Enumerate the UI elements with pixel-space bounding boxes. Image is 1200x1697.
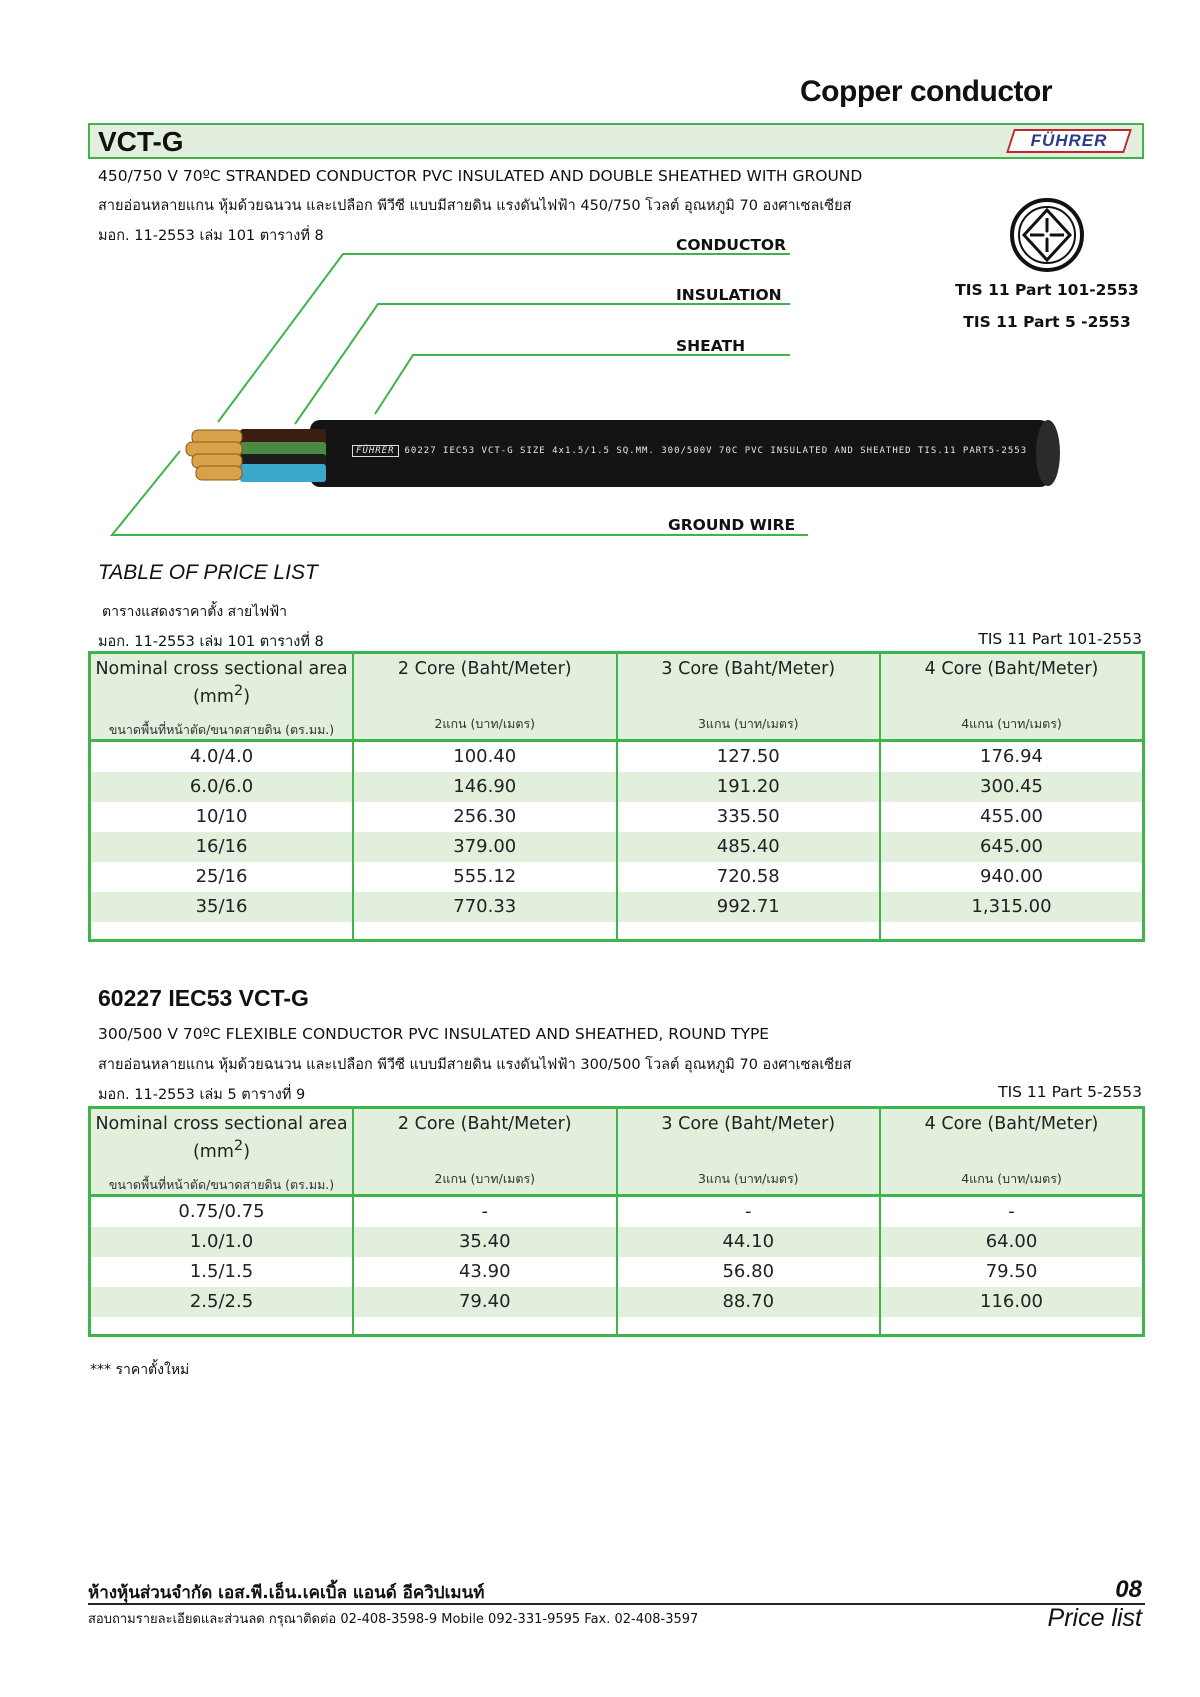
- cable-diagram: [100, 230, 1080, 540]
- price-table-60227-iec53: [88, 1106, 1145, 1337]
- cell-size: 10/10: [90, 802, 354, 832]
- header-3-core: [617, 1108, 881, 1196]
- table-heading-th: ตารางแสดงราคาตั้ง สายไฟฟ้า: [102, 604, 287, 620]
- header-2-core: [353, 1108, 617, 1196]
- table-row: [90, 1257, 1144, 1287]
- cell-price-2core: 379.00: [353, 832, 617, 862]
- table1-standard-left: มอก. 11-2553 เล่ม 101 ตารางที่ 8: [98, 634, 324, 650]
- cell-price-2core: -: [353, 1196, 617, 1228]
- table-row: [90, 1196, 1144, 1228]
- cell-price-2core: 146.90: [353, 772, 617, 802]
- cell-price-4core: 64.00: [880, 1227, 1144, 1257]
- cell-price-4core: 455.00: [880, 802, 1144, 832]
- cell-size: 1.5/1.5: [90, 1257, 354, 1287]
- cell-price-4core: 300.45: [880, 772, 1144, 802]
- footer-contact: สอบถามรายละเอียดและส่วนลด กรุณาติดต่อ 02-408-3598-9 Mobile 092-331-9595 Fax. 02-408-3597: [88, 1612, 699, 1627]
- cell-price-2core: 35.40: [353, 1227, 617, 1257]
- brand-logo: [1006, 129, 1132, 153]
- table-row: [90, 802, 1144, 832]
- label-conductor: CONDUCTOR: [676, 236, 787, 254]
- page-number: 08: [1115, 1576, 1142, 1603]
- cell-price-2core: 100.40: [353, 741, 617, 773]
- cell-size: 6.0/6.0: [90, 772, 354, 802]
- cell-price-3core: 485.40: [617, 832, 881, 862]
- section2-subtitle-en: 300/500 V 70ºC FLEXIBLE CONDUCTOR PVC INSULATED AND SHEATHED, ROUND TYPE: [98, 1025, 770, 1043]
- table2-standard-left: มอก. 11-2553 เล่ม 5 ตารางที่ 9: [98, 1087, 306, 1103]
- cell-size: 35/16: [90, 892, 354, 922]
- table-row: [90, 1287, 1144, 1317]
- cell-price-2core: 770.33: [353, 892, 617, 922]
- cell-size: 4.0/4.0: [90, 741, 354, 773]
- table2-standard-right: TIS 11 Part 5-2553: [998, 1083, 1142, 1101]
- cell-price-3core: 335.50: [617, 802, 881, 832]
- header-2-core-th: 2แกน (บาท/เมตร): [434, 716, 536, 731]
- header-nominal-area-th: ขนาดพื้นที่หน้าตัด/ขนาดสายดิน (ตร.มม.): [108, 721, 335, 737]
- cell-price-3core: 127.50: [617, 741, 881, 773]
- header-4-core: [880, 1108, 1144, 1196]
- cell-price-2core: 256.30: [353, 802, 617, 832]
- price-table-vct-g: [88, 651, 1145, 942]
- table-row: [90, 892, 1144, 922]
- cable-print-text: 60227 IEC53 VCT-G SIZE 4x1.5/1.5 SQ.MM. 300/500V 70C PVC INSULATED AND SHEATHED TIS.11 PART5-2553: [404, 446, 1028, 456]
- price-note: *** ราคาตั้งใหม่: [90, 1362, 190, 1378]
- table-heading: TABLE OF PRICE LIST: [98, 561, 318, 584]
- label-ground-wire: GROUND WIRE: [668, 516, 796, 534]
- cell-price-3core: 44.10: [617, 1227, 881, 1257]
- product-title-bar: [88, 123, 1144, 159]
- cell-price-4core: 645.00: [880, 832, 1144, 862]
- table1-standard-right: TIS 11 Part 101-2553: [978, 630, 1142, 648]
- header-2-core-th: 2แกน (บาท/เมตร): [434, 1171, 536, 1186]
- cell-size: 16/16: [90, 832, 354, 862]
- cell-price-4core: 79.50: [880, 1257, 1144, 1287]
- header-4-core-text: 4 Core (Baht/Meter): [924, 659, 1099, 679]
- header-2-core: [353, 653, 617, 741]
- footer-company: ห้างหุ้นส่วนจำกัด เอส.พี.เอ็น.เคเบิ้ล แอนด์ อีควิปเมนท์: [88, 1583, 485, 1603]
- cell-price-3core: -: [617, 1196, 881, 1228]
- cell-price-3core: 56.80: [617, 1257, 881, 1287]
- header-3-core: [617, 653, 881, 741]
- category-title: Copper conductor: [800, 75, 1052, 108]
- header-4-core-text: 4 Core (Baht/Meter): [924, 1114, 1099, 1134]
- cell-price-3core: 992.71: [617, 892, 881, 922]
- cell-price-4core: 1,315.00: [880, 892, 1144, 922]
- cell-size: 2.5/2.5: [90, 1287, 354, 1317]
- brand-logo-text: FÜHRER: [1030, 131, 1108, 150]
- cell-price-2core: 79.40: [353, 1287, 617, 1317]
- header-nominal-area-th: ขนาดพื้นที่หน้าตัด/ขนาดสายดิน (ตร.มม.): [108, 1176, 335, 1192]
- product-title: VCT-G: [98, 126, 184, 157]
- table-row: [90, 772, 1144, 802]
- table-row-blank: [90, 922, 1144, 941]
- cell-price-3core: 191.20: [617, 772, 881, 802]
- cable-print-logo: FÜHRER: [352, 445, 399, 457]
- header-close-paren: ): [243, 1141, 251, 1162]
- cell-price-4core: 176.94: [880, 741, 1144, 773]
- header-nominal-area-text: Nominal cross sectional area (mm: [95, 1114, 348, 1162]
- footer-divider: [88, 1603, 1145, 1605]
- cell-size: 25/16: [90, 862, 354, 892]
- cert-line-1: TIS 11 Part 101-2553: [955, 281, 1139, 299]
- page-label: Price list: [1047, 1604, 1142, 1632]
- header-3-core-th: 3แกน (บาท/เมตร): [697, 716, 799, 731]
- table-row: [90, 862, 1144, 892]
- cable-print: [352, 446, 1027, 456]
- cell-price-4core: 116.00: [880, 1287, 1144, 1317]
- header-2-core-text: 2 Core (Baht/Meter): [397, 659, 572, 679]
- header-nominal-area-text: Nominal cross sectional area (mm: [95, 659, 348, 707]
- header-4-core-th: 4แกน (บาท/เมตร): [961, 716, 1062, 731]
- header-3-core-text: 3 Core (Baht/Meter): [661, 659, 836, 679]
- section2-title: 60227 IEC53 VCT-G: [98, 985, 309, 1011]
- cell-price-2core: 555.12: [353, 862, 617, 892]
- cell-price-3core: 88.70: [617, 1287, 881, 1317]
- cell-price-4core: -: [880, 1196, 1144, 1228]
- header-2-core-text: 2 Core (Baht/Meter): [397, 1114, 572, 1134]
- header-3-core-th: 3แกน (บาท/เมตร): [697, 1171, 799, 1186]
- cell-size: 0.75/0.75: [90, 1196, 354, 1228]
- cell-price-4core: 940.00: [880, 862, 1144, 892]
- header-4-core: [880, 653, 1144, 741]
- section2-subtitle-th: สายอ่อนหลายแกน หุ้มด้วยฉนวน และเปลือก พีวีซี แบบมีสายดิน แรงดันไฟฟ้า 300/500 โวลต์ อุณหภูมิ 70 องศาเซลเซียส: [98, 1057, 852, 1073]
- cell-size: 1.0/1.0: [90, 1227, 354, 1257]
- table-row: [90, 832, 1144, 862]
- cert-line-2: TIS 11 Part 5 -2553: [963, 313, 1131, 331]
- section1-standard: มอก. 11-2553 เล่ม 101 ตารางที่ 8: [98, 228, 324, 244]
- header-nominal-area: [90, 1108, 354, 1196]
- label-sheath: SHEATH: [676, 337, 746, 355]
- header-4-core-th: 4แกน (บาท/เมตร): [961, 1171, 1062, 1186]
- table-row: [90, 741, 1144, 773]
- header-nominal-area: [90, 653, 354, 741]
- table-row: [90, 1227, 1144, 1257]
- header-unit-superscript: 2: [233, 1137, 244, 1154]
- cell-price-3core: 720.58: [617, 862, 881, 892]
- section1-subtitle-th: สายอ่อนหลายแกน หุ้มด้วยฉนวน และเปลือก พีวีซี แบบมีสายดิน แรงดันไฟฟ้า 450/750 โวลต์ อุณหภูมิ 70 องศาเซลเซียส: [98, 198, 852, 214]
- header-close-paren: ): [243, 686, 251, 707]
- table-row-blank: [90, 1317, 1144, 1336]
- header-unit-superscript: 2: [233, 682, 244, 699]
- cell-price-2core: 43.90: [353, 1257, 617, 1287]
- section1-subtitle-en: 450/750 V 70ºC STRANDED CONDUCTOR PVC INSULATED AND DOUBLE SHEATHED WITH GROUND: [98, 167, 863, 185]
- header-3-core-text: 3 Core (Baht/Meter): [661, 1114, 836, 1134]
- label-insulation: INSULATION: [676, 286, 782, 304]
